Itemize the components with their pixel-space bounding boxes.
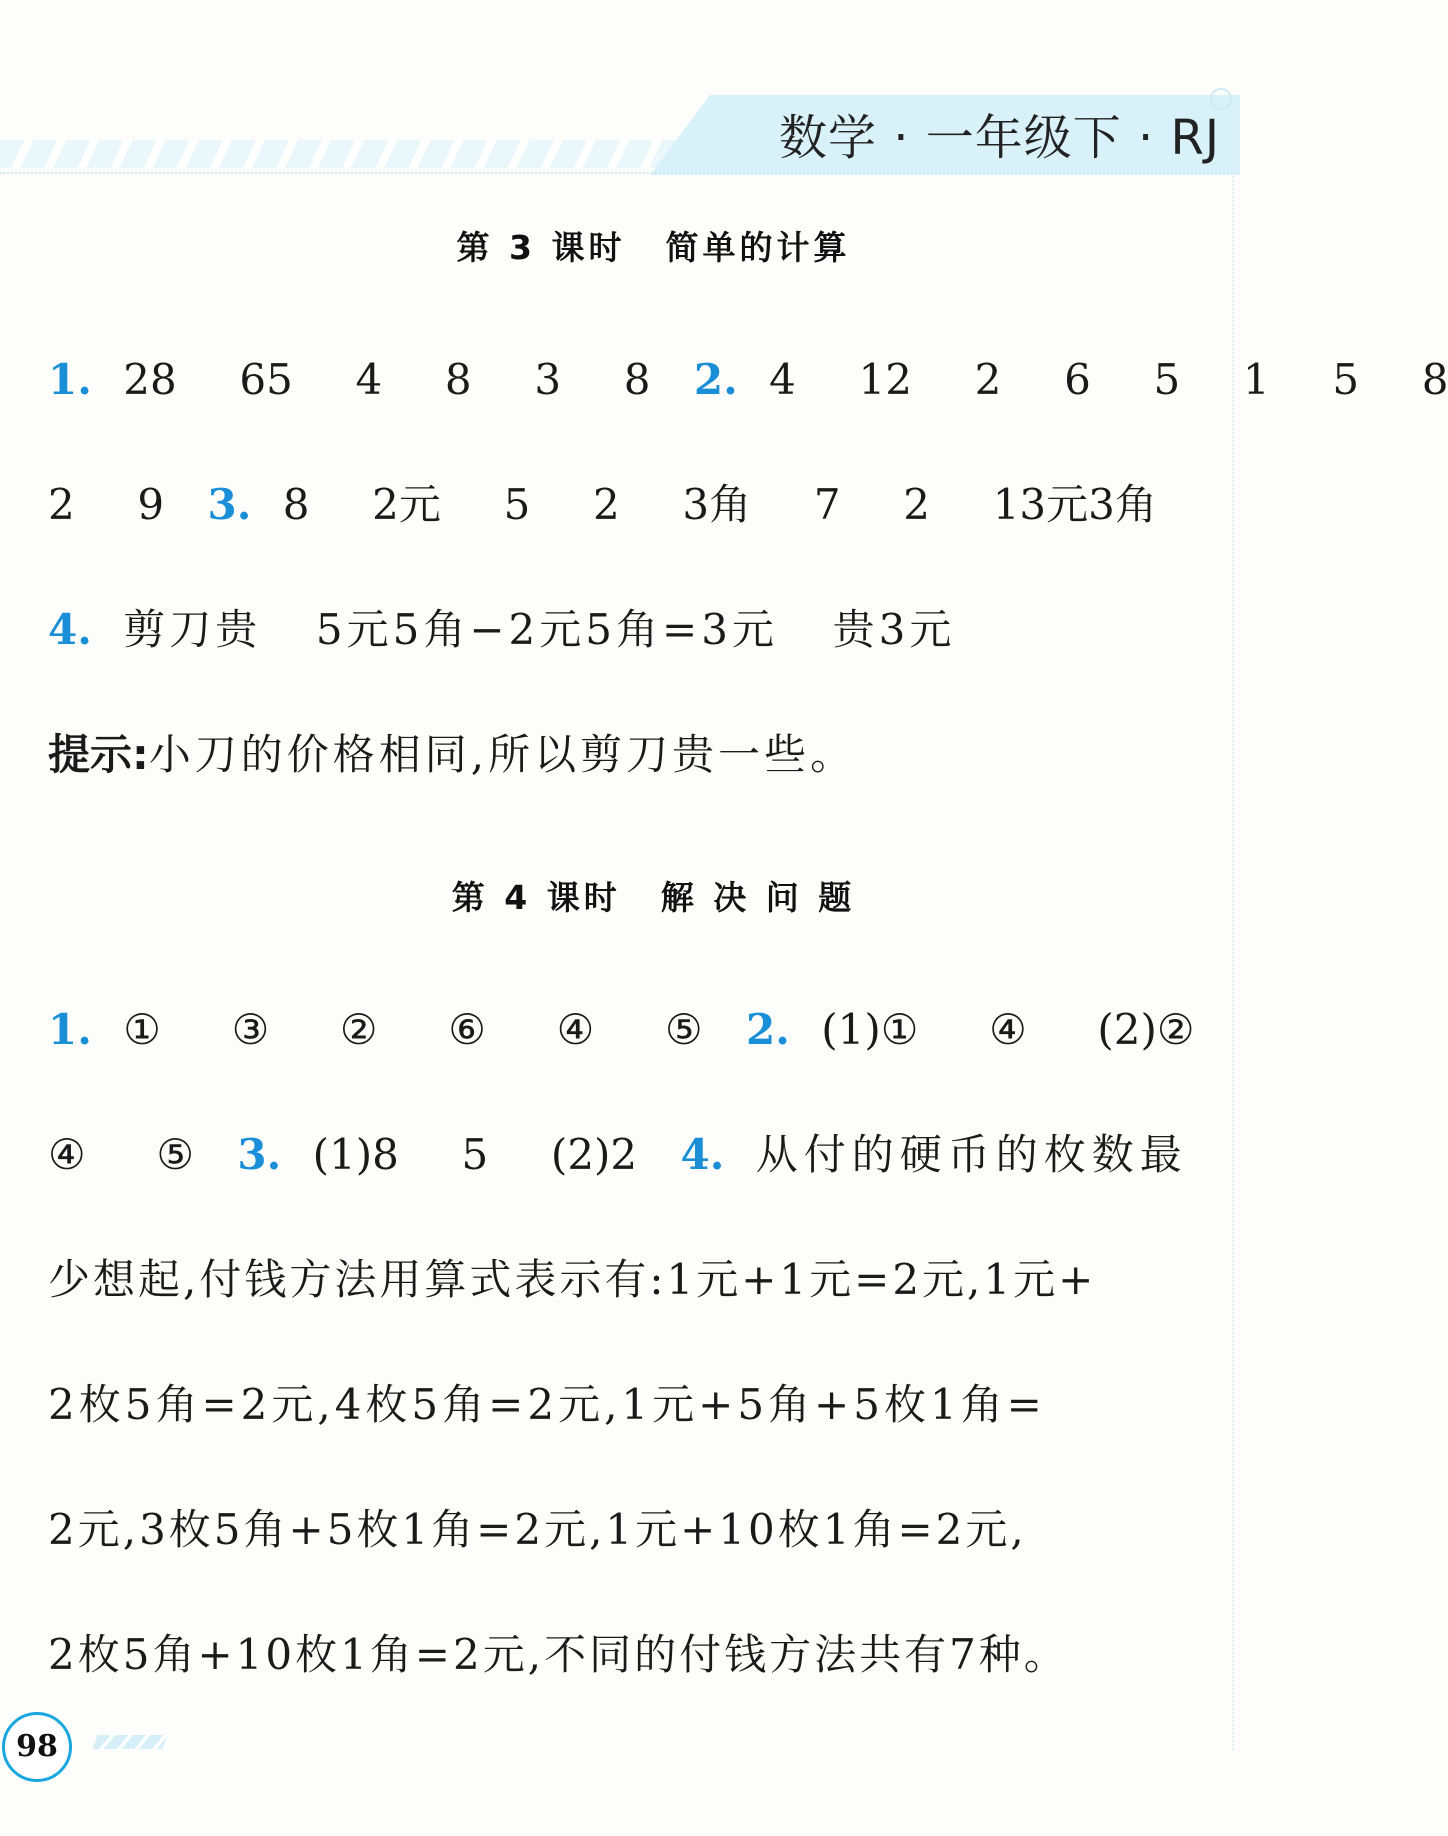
answer-text: 2枚5角=2元,4枚5角=2元,1元+5角+5枚1角= (48, 1380, 1046, 1429)
question-number: 3. (237, 1130, 282, 1179)
section-lesson: 第 3 课时 (456, 228, 626, 267)
answer-text: ① ③ ② ⑥ ④ ⑤ (123, 1005, 703, 1054)
answer-text: 从付的硬币的枚数最 (755, 1130, 1188, 1179)
page-number: 98 (2, 1712, 72, 1782)
answer-line (48, 1125, 1248, 1185)
header-divider (0, 172, 1240, 174)
question-number: 3. (207, 480, 252, 529)
answer-line (48, 1250, 1248, 1310)
question-number: 1. (48, 355, 92, 404)
header-stripes (0, 140, 700, 168)
answer-text: 4 12 2 6 5 1 5 8 (769, 355, 1448, 404)
answer-text: (1)8 5 (2)2 (312, 1130, 638, 1179)
answer-line (48, 475, 1248, 535)
hint-label: 提示: (48, 730, 149, 779)
answer-line (48, 600, 1248, 660)
answer-line (48, 1625, 1248, 1685)
answer-text: ④ ⑤ (48, 1130, 195, 1179)
answer-text: 剪刀贵 5元5角−2元5角=3元 贵3元 (123, 605, 956, 654)
section-title-lesson-4 (0, 872, 1307, 919)
answer-text: 8 2元 5 2 3角 7 2 13元3角 (282, 480, 1157, 529)
question-number: 1. (48, 1005, 92, 1054)
question-number: 2. (746, 1005, 790, 1054)
answer-line (48, 1500, 1248, 1560)
answer-text: 2枚5角+10枚1角=2元,不同的付钱方法共有7种。 (48, 1630, 1069, 1679)
question-number: 4. (680, 1130, 725, 1179)
hint-text: 小刀的价格相同,所以剪刀贵一些。 (148, 730, 857, 779)
footer-stripe (92, 1735, 167, 1749)
answer-line (48, 1000, 1248, 1060)
answer-line (48, 1375, 1248, 1435)
hint-line (48, 725, 1248, 785)
answer-text: 少想起,付钱方法用算式表示有:1元+1元=2元,1元+ (48, 1255, 1097, 1304)
answer-text: 28 65 4 8 3 8 (123, 355, 651, 404)
section-topic: 简单的计算 (665, 228, 851, 267)
answer-text: 2元,3枚5角+5枚1角=2元,1元+10枚1角=2元, (48, 1505, 1027, 1554)
page-header-title: 数学 · 一年级下 · RJ (778, 110, 1220, 166)
answer-line (48, 350, 1448, 410)
section-title-lesson-3 (0, 222, 1307, 269)
answer-text: (1)① ④ (2)② (821, 1005, 1195, 1054)
section-lesson: 第 4 课时 (451, 878, 621, 917)
question-number: 2. (693, 355, 738, 404)
section-topic: 解 决 问 题 (660, 878, 856, 917)
answer-text: 2 9 (48, 480, 165, 529)
question-number: 4. (48, 605, 92, 654)
